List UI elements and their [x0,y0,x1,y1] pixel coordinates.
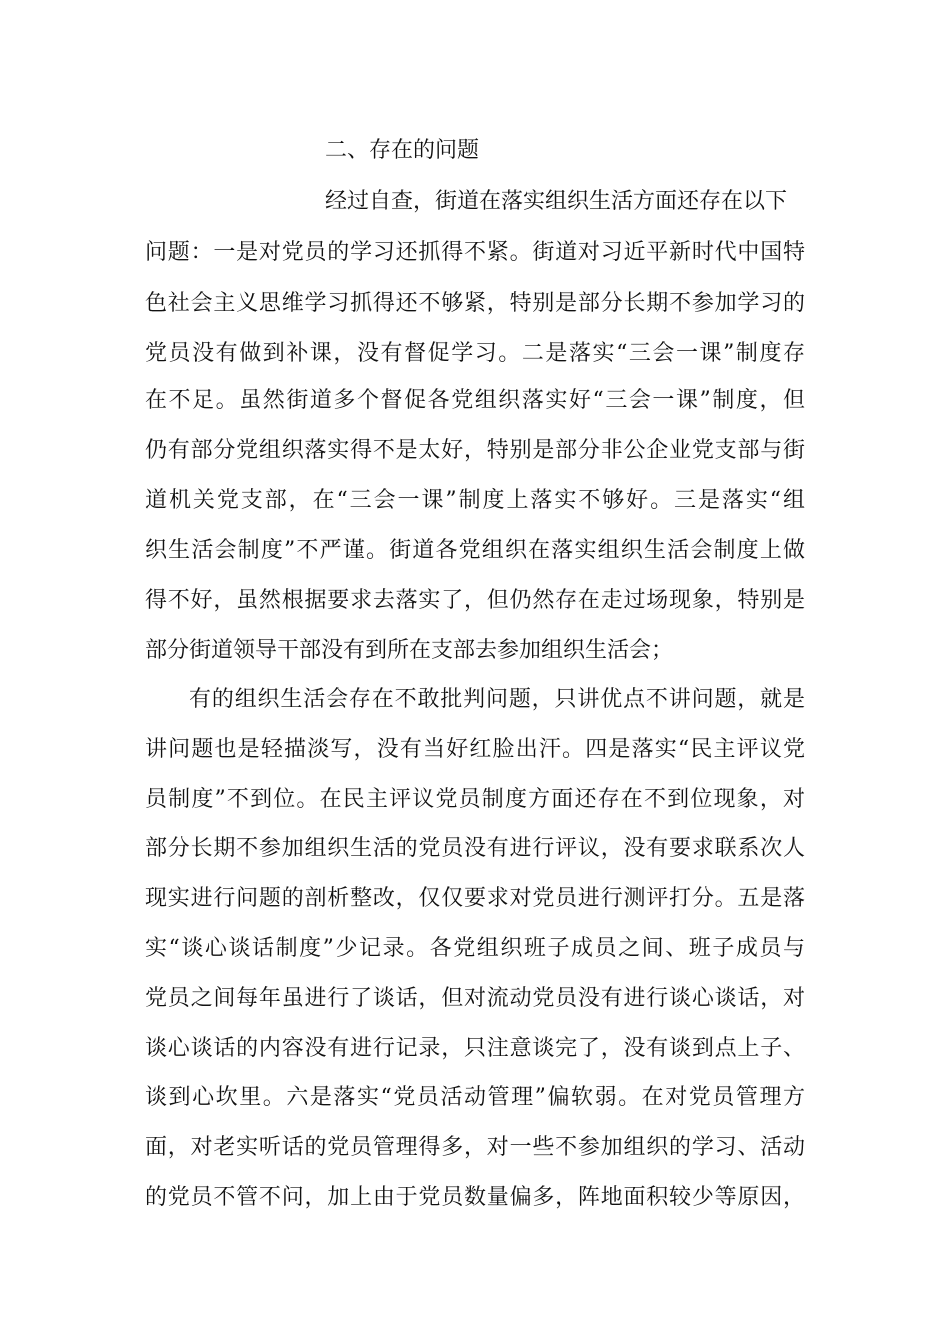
paragraph-line: 谈心谈话的内容没有进行记录，只注意谈完了，没有谈到点上子、 [145,1036,805,1061]
paragraph-line: 仍有部分党组织落实得不是太好，特别是部分非公企业党支部与街 [145,438,805,463]
paragraph-line: 党员没有做到补课，没有督促学习。二是落实“三会一课”制度存 [145,341,805,366]
paragraph-line: 党员之间每年虽进行了谈话，但对流动党员没有进行谈心谈话，对 [145,986,805,1011]
paragraph-line: 得不好，虽然根据要求去落实了，但仍然存在走过场现象，特别是 [145,588,805,613]
paragraph-line: 的党员不管不问，加上由于党员数量偏多，阵地面积较少等原因， [145,1185,805,1210]
paragraph-line: 问题：一是对党员的学习还抓得不紧。街道对习近平新时代中国特 [145,240,805,265]
paragraph-line: 部分长期不参加组织生活的党员没有进行评议，没有要求联系次人 [145,836,805,861]
paragraph-line: 织生活会制度”不严谨。街道各党组织在落实组织生活会制度上做 [145,538,805,563]
paragraph-line: 部分街道领导干部没有到所在支部去参加组织生活会； [145,638,674,663]
paragraph-line: 员制度”不到位。在民主评议党员制度方面还存在不到位现象，对 [145,787,805,812]
section-heading: 二、存在的问题 [325,138,480,163]
paragraph-line: 在不足。虽然街道多个督促各党组织落实好“三会一课”制度，但 [145,388,805,413]
paragraph-line: 谈到心坎里。六是落实“党员活动管理”偏软弱。在对党员管理方 [145,1085,805,1110]
paragraph-line: 有的组织生活会存在不敢批判问题，只讲优点不讲问题，就是 [189,687,805,712]
paragraph-line: 现实进行问题的剖析整改，仅仅要求对党员进行测评打分。五是落 [145,886,805,911]
paragraph-line: 道机关党支部，在“三会一课”制度上落实不够好。三是落实“组 [145,488,805,513]
paragraph-line: 面，对老实听话的党员管理得多，对一些不参加组织的学习、活动 [145,1135,805,1160]
paragraph-line: 经过自查，街道在落实组织生活方面还存在以下 [325,189,788,214]
paragraph-line: 讲问题也是轻描淡写，没有当好红脸出汗。四是落实“民主评议党 [145,737,805,762]
paragraph-line: 色社会主义思维学习抓得还不够紧，特别是部分长期不参加学习的 [145,291,805,316]
paragraph-line: 实“谈心谈话制度”少记录。各党组织班子成员之间、班子成员与 [145,936,805,961]
